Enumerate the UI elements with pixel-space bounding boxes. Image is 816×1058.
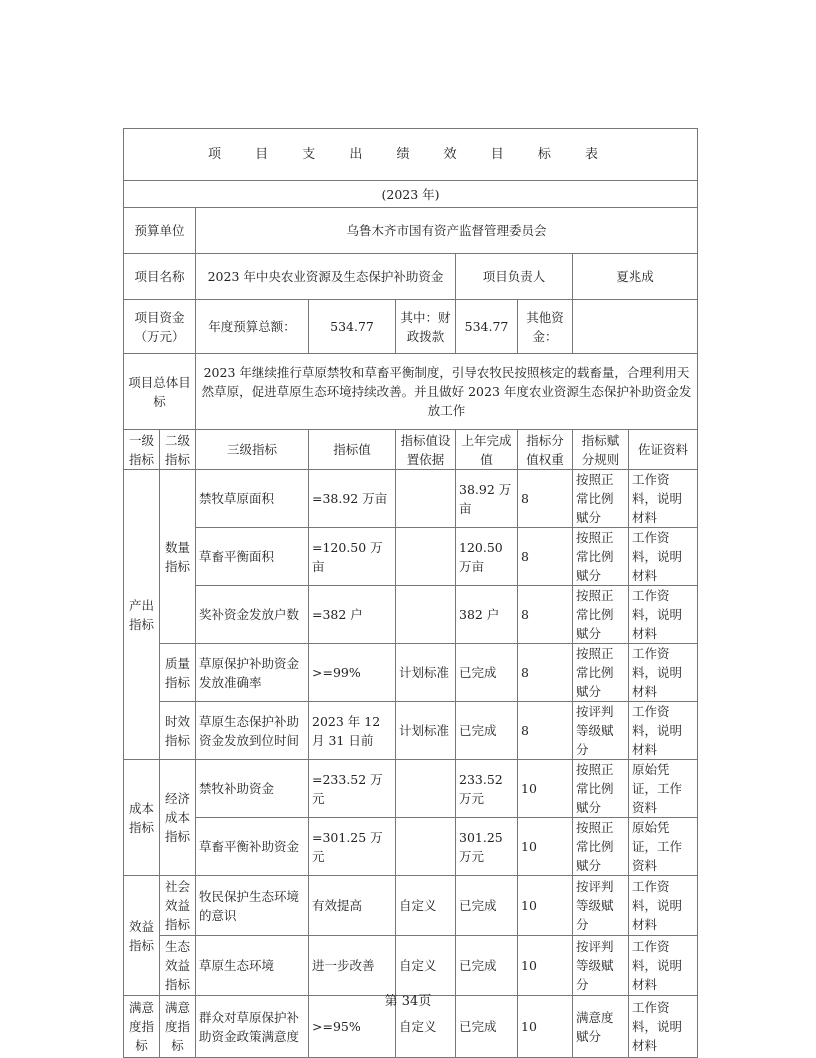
evidence: 工作资料，说明材料 <box>629 996 698 1058</box>
indicator-weight: 8 <box>518 702 573 760</box>
group-quantity: 数量指标 <box>160 470 196 644</box>
other-fund-value <box>573 300 698 354</box>
goal-text: 2023 年继续推行草原禁牧和草畜平衡制度，引导农牧民按照核定的载畜量，合理利用天然草原，促进草原生态环境持续改善。并且做好 2023 年度农业资源生态保护补助资金发放工作 <box>196 354 698 430</box>
scoring-rule: 按照正常比例赋分 <box>573 470 629 528</box>
indicator-value: 2023 年 12 月 31 日前 <box>309 702 396 760</box>
table-row <box>124 760 698 818</box>
third-indicator: 牧民保护生态环境的意识 <box>196 876 309 936</box>
table-row <box>124 818 698 876</box>
fiscal-label: 其中：财政拨款 <box>396 300 456 354</box>
last-year-value: 已完成 <box>456 644 518 702</box>
scoring-rule: 按照正常比例赋分 <box>573 528 629 586</box>
group-satisfaction-level2: 满意度指标 <box>160 996 196 1058</box>
group-timeliness: 时效指标 <box>160 702 196 760</box>
table-row <box>124 702 698 760</box>
other-fund-label: 其他资金： <box>518 300 573 354</box>
evidence: 工作资料，说明材料 <box>629 702 698 760</box>
group-cost: 成本指标 <box>124 760 160 876</box>
header-evidence: 佐证资料 <box>629 430 698 470</box>
indicator-value: 进一步改善 <box>309 936 396 996</box>
table-row <box>124 876 698 936</box>
table-row <box>124 586 698 644</box>
table-year: (2023 年) <box>124 181 698 208</box>
header-level3: 三级指标 <box>196 430 309 470</box>
last-year-value: 已完成 <box>456 702 518 760</box>
indicator-value: >=95% <box>309 996 396 1058</box>
last-year-value: 382 户 <box>456 586 518 644</box>
indicator-weight: 10 <box>518 760 573 818</box>
annual-budget-label: 年度预算总额： <box>196 300 309 354</box>
performance-table <box>123 128 698 1058</box>
evidence: 原始凭证，工作资料 <box>629 818 698 876</box>
group-eco-benefit: 生态效益指标 <box>160 936 196 996</box>
last-year-value: 已完成 <box>456 876 518 936</box>
indicator-weight: 10 <box>518 936 573 996</box>
fund-label: 项目资金（万元） <box>124 300 196 354</box>
scoring-rule: 满意度赋分 <box>573 996 629 1058</box>
indicator-value: =382 户 <box>309 586 396 644</box>
evidence: 工作资料，说明材料 <box>629 936 698 996</box>
last-year-value: 301.25 万元 <box>456 818 518 876</box>
project-name-label: 项目名称 <box>124 254 196 300</box>
project-leader-value: 夏兆成 <box>573 254 698 300</box>
indicator-value: =301.25 万元 <box>309 818 396 876</box>
table-row <box>124 644 698 702</box>
indicator-basis <box>396 760 456 818</box>
indicator-basis <box>396 818 456 876</box>
page-number: 第 34页 <box>384 994 432 1009</box>
indicator-basis: 自定义 <box>396 936 456 996</box>
header-basis: 指标值设置依据 <box>396 430 456 470</box>
evidence: 工作资料，说明材料 <box>629 644 698 702</box>
group-social-benefit: 社会效益指标 <box>160 876 196 936</box>
goal-label: 项目总体目标 <box>124 354 196 430</box>
table-row <box>124 936 698 996</box>
last-year-value: 38.92 万亩 <box>456 470 518 528</box>
third-indicator: 群众对草原保护补助资金政策满意度 <box>196 996 309 1058</box>
indicator-weight: 8 <box>518 586 573 644</box>
table-title: 项 目 支 出 绩 效 目 标 表 <box>124 129 698 181</box>
evidence: 工作资料，说明材料 <box>629 528 698 586</box>
indicator-basis <box>396 528 456 586</box>
scoring-rule: 按照正常比例赋分 <box>573 818 629 876</box>
unit-label: 预算单位 <box>124 208 196 254</box>
third-indicator: 草畜平衡面积 <box>196 528 309 586</box>
header-level2: 二级指标 <box>160 430 196 470</box>
indicator-basis: 计划标准 <box>396 644 456 702</box>
evidence: 工作资料，说明材料 <box>629 470 698 528</box>
indicator-basis <box>396 586 456 644</box>
indicator-basis: 自定义 <box>396 876 456 936</box>
scoring-rule: 按照正常比例赋分 <box>573 586 629 644</box>
indicator-value: =120.50 万亩 <box>309 528 396 586</box>
last-year-value: 120.50 万亩 <box>456 528 518 586</box>
table-row <box>124 470 698 528</box>
group-output: 产出指标 <box>124 470 160 760</box>
table-row <box>124 528 698 586</box>
indicator-weight: 8 <box>518 644 573 702</box>
third-indicator: 草畜平衡补助资金 <box>196 818 309 876</box>
group-benefit: 效益指标 <box>124 876 160 996</box>
project-leader-label: 项目负责人 <box>456 254 573 300</box>
last-year-value: 233.52 万元 <box>456 760 518 818</box>
third-indicator: 奖补资金发放户数 <box>196 586 309 644</box>
group-quality: 质量指标 <box>160 644 196 702</box>
indicator-value: >=99% <box>309 644 396 702</box>
header-rule: 指标赋分规则 <box>573 430 629 470</box>
header-weight: 指标分值权重 <box>518 430 573 470</box>
header-value: 指标值 <box>309 430 396 470</box>
evidence: 工作资料，说明材料 <box>629 876 698 936</box>
indicator-value: 有效提高 <box>309 876 396 936</box>
indicator-value: =38.92 万亩 <box>309 470 396 528</box>
indicator-basis <box>396 470 456 528</box>
indicator-basis: 自定义 <box>396 996 456 1058</box>
third-indicator: 草原生态环境 <box>196 936 309 996</box>
scoring-rule: 按照正常比例赋分 <box>573 760 629 818</box>
third-indicator: 禁牧草原面积 <box>196 470 309 528</box>
scoring-rule: 按评判等级赋分 <box>573 936 629 996</box>
group-satisfaction: 满意度指标 <box>124 996 160 1058</box>
indicator-weight: 10 <box>518 876 573 936</box>
indicator-weight: 10 <box>518 818 573 876</box>
evidence: 原始凭证，工作资料 <box>629 760 698 818</box>
scoring-rule: 按评判等级赋分 <box>573 876 629 936</box>
third-indicator: 草原保护补助资金发放准确率 <box>196 644 309 702</box>
annual-budget-value: 534.77 <box>309 300 396 354</box>
group-economic-cost: 经济成本指标 <box>160 760 196 876</box>
scoring-rule: 按评判等级赋分 <box>573 702 629 760</box>
last-year-value: 已完成 <box>456 936 518 996</box>
scoring-rule: 按照正常比例赋分 <box>573 644 629 702</box>
header-level1: 一级指标 <box>124 430 160 470</box>
indicator-weight: 8 <box>518 528 573 586</box>
fiscal-value: 534.77 <box>456 300 518 354</box>
third-indicator: 禁牧补助资金 <box>196 760 309 818</box>
indicator-value: =233.52 万元 <box>309 760 396 818</box>
indicator-weight: 10 <box>518 996 573 1058</box>
indicator-basis: 计划标准 <box>396 702 456 760</box>
project-name-value: 2023 年中央农业资源及生态保护补助资金 <box>196 254 456 300</box>
unit-value: 乌鲁木齐市国有资产监督管理委员会 <box>196 208 698 254</box>
indicator-weight: 8 <box>518 470 573 528</box>
third-indicator: 草原生态保护补助资金发放到位时间 <box>196 702 309 760</box>
header-last-year: 上年完成值 <box>456 430 518 470</box>
last-year-value: 已完成 <box>456 996 518 1058</box>
evidence: 工作资料，说明材料 <box>629 586 698 644</box>
